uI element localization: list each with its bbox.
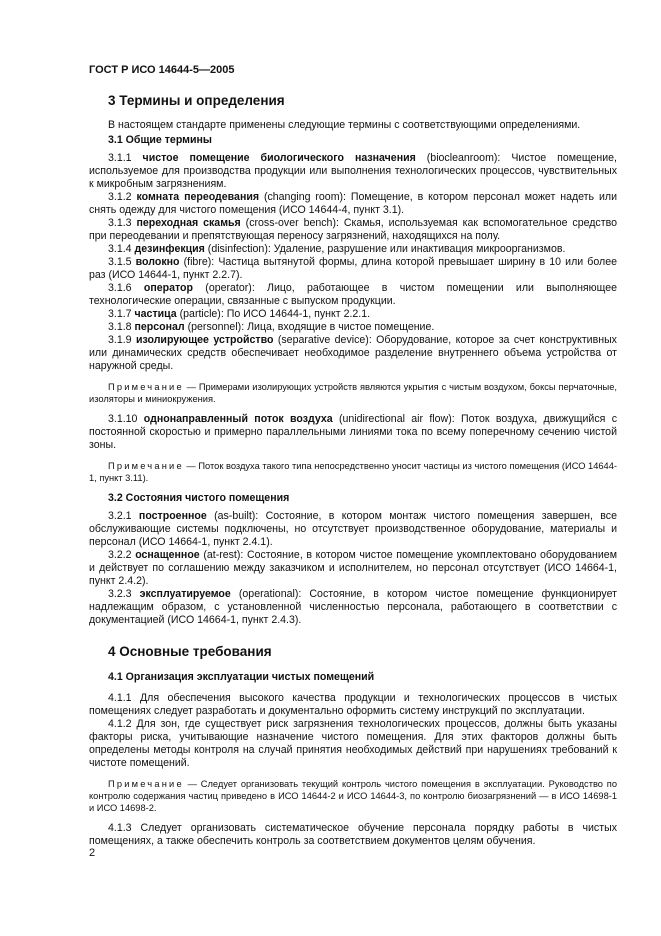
subsection-3-2-title: 3.2 Состояния чистого помещения — [108, 492, 290, 504]
para-4-1-1: 4.1.1 Для обеспечения высокого качества продукции и технологических процессов в чистых помещениях следует разработать и документально оформить систему инструкций по эксплуатации. — [89, 692, 617, 717]
para-4-1-3: 4.1.3 Следует организовать систематическое обучение персонала порядку работы в чистых помещениях, а также обеспечить контроль за соответствием документов целям обучения. — [89, 822, 617, 847]
term-3-1-7: 3.1.7 частица (particle): По ИСО 14644-1, пункт 2.2.1. — [108, 308, 371, 320]
note-unidirectional-flow: Примечание — Поток воздуха такого типа непосредственно уносит частицы из чистого помещения (ИСО 14644-1, пункт 3.11). — [89, 461, 617, 483]
term-3-2-3: 3.2.3 эксплуатируемое (operational): Состояние, в котором чистое помещение функционирует надлежащим образом, с установленной численностью персонала, работающего в соответствии с документацией (ИСО 14664-1, пункт 2.4.3). — [89, 588, 617, 626]
term-3-1-4: 3.1.4 дезинфекция (disinfection): Удаление, разрушение или инактивация микроорганизмов. — [108, 243, 566, 255]
term-3-1-9: 3.1.9 изолирующее устройство (separative device): Оборудование, которое за счет конструктивных или динамических средств обеспечивает необходимое разделение внутреннего объема устройства от наружной среды. — [89, 334, 617, 372]
subsection-3-1-title: 3.1 Общие термины — [108, 134, 212, 146]
term-3-1-3: 3.1.3 переходная скамья (cross-over bench): Скамья, используемая как вспомогательное средство при переодевании и препятствующая переносу загрязнений, находящихся на полу. — [89, 217, 617, 242]
page-content — [89, 92, 617, 848]
section-3-title: 3 Термины и определения — [108, 93, 285, 108]
note-separative-devices: Примечание — Примерами изолирующих устройств являются укрытия с чистым воздухом, боксы перчаточные, изоляторы и миниокружения. — [89, 382, 617, 404]
term-3-1-1: 3.1.1 чистое помещение биологического назначения (biocleanroom): Чистое помещение, используемое для производства продукции или выполнения технологических процессов, чувствительных к микробным загрязнениям. — [89, 152, 617, 190]
term-3-1-10: 3.1.10 однонаправленный поток воздуха (unidirectional air flow): Поток воздуха, движущийся с постоянной скоростью и примерно параллельными линиями тока по всему поперечному сечению чистой зоны. — [89, 413, 617, 451]
para-4-1-2: 4.1.2 Для зон, где существует риск загрязнения технологических процессов, должны быть указаны факторы риска, учитывающие назначение чистого помещения. Для этих факторов должны быть определены методы контроля на случай принятия необходимых действий при нарушениях требований к чистоте помещений. — [89, 718, 617, 769]
term-3-1-6: 3.1.6 оператор (operator): Лицо, работающее в чистом помещении или выполняющее технологические операции, связанные с выпуском продукции. — [89, 282, 617, 307]
term-3-1-2: 3.1.2 комната переодевания (changing room): Помещение, в котором персонал может надеть или снять одежду для чистого помещения (ИСО 14644-4, пункт 3.1). — [89, 191, 617, 216]
subsection-4-1-title: 4.1 Организация эксплуатации чистых помещений — [108, 671, 375, 683]
term-3-1-8: 3.1.8 персонал (personnel): Лица, входящие в чистое помещение. — [108, 321, 435, 333]
document-header: ГОСТ Р ИСО 14644-5—2005 — [89, 64, 235, 76]
page-number: 2 — [89, 847, 96, 859]
term-3-2-1: 3.2.1 построенное (as-built): Состояние, в котором монтаж чистого помещения завершен, все обслуживающие системы подключены, но отсутствует производственное оборудование, материалы и персонал (ИСО 14664-1, пункт 2.4.1). — [89, 510, 617, 548]
term-3-1-5: 3.1.5 волокно (fibre): Частица вытянутой формы, длина которой превышает ширину в 10 или более раз (ИСО 14644-1, пункт 2.2.7). — [89, 256, 617, 281]
note-monitoring: Примечание — Следует организовать текущий контроль чистого помещения в эксплуатации. Руководство по контролю содержания частиц приведено в ИСО 14644-2 и ИСО 14644-3, по контролю биозагрязнений — в ИСО 14698-1 и ИСО 14698-2. — [89, 779, 617, 813]
term-3-2-2: 3.2.2 оснащенное (at-rest): Состояние, в котором чистое помещение укомплектовано оборудованием и действует по соглашению между заказчиком и исполнителем, но персонал отсутствует (ИСО 14664-1, пункт 2.4.2). — [89, 549, 617, 587]
section-3-intro: В настоящем стандарте применены следующие термины с соответствующими определениями. — [108, 119, 581, 131]
section-4-title: 4 Основные требования — [108, 644, 272, 659]
